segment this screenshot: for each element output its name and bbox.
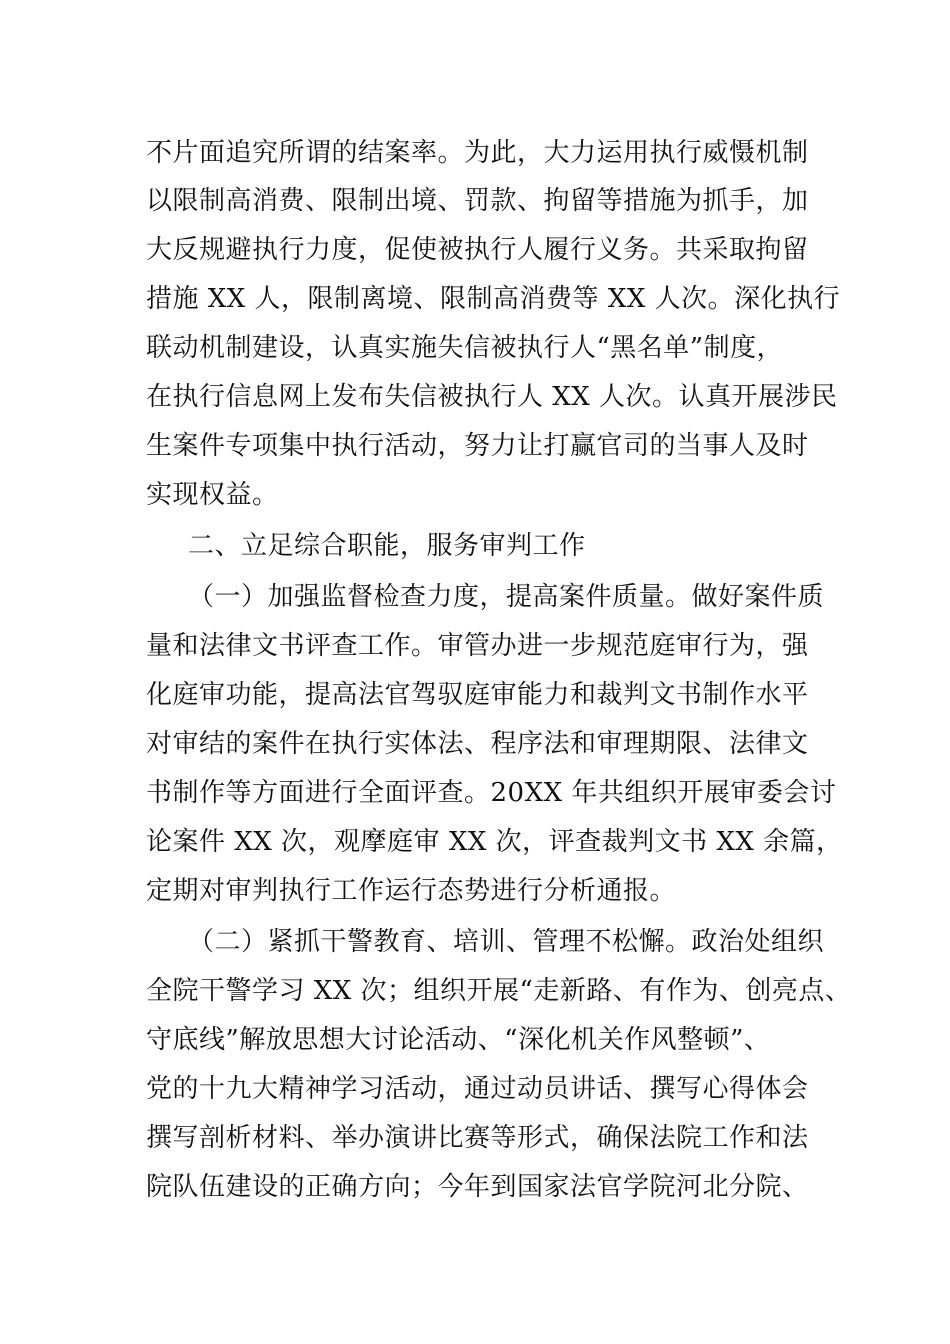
- text-line-17: （二）紧抓干警教育、培训、管理不松懈。政治处组织: [188, 927, 825, 957]
- text-line-5: 联动机制建设，认真实施失信被执行人“黑名单”制度，: [146, 333, 784, 363]
- text-line-2: 以限制高消费、限制出境、罚款、拘留等措施为抓手，加: [146, 186, 809, 216]
- text-line-18: 全院干警学习 XX 次；组织开展“走新路、有作为、创亮点、: [146, 976, 852, 1006]
- section-heading: 二、立足综合职能，服务审判工作: [188, 531, 586, 561]
- text-line-12: 化庭审功能，提高法官驾驭庭审能力和裁判文书制作水平: [146, 680, 809, 710]
- text-line-4: 措施 XX 人，限制离境、限制高消费等 XX 人次。深化执行: [146, 284, 841, 314]
- text-line-15: 论案件 XX 次，观摩庭审 XX 次，评查裁判文书 XX 余篇，: [146, 827, 843, 857]
- text-line-22: 院队伍建设的正确方向；今年到国家法官学院河北分院、: [146, 1172, 809, 1202]
- text-line-3: 大反规避执行力度，促使被执行人履行义务。共采取拘留: [146, 235, 809, 265]
- text-line-13: 对审结的案件在执行实体法、程序法和审理期限、法律文: [146, 729, 809, 759]
- text-line-14: 书制作等方面进行全面评查。20XX 年共组织开展审委会讨: [146, 778, 837, 808]
- text-line-10: （一）加强监督检查力度，提高案件质量。做好案件质: [188, 582, 825, 612]
- text-line-1: 不片面追究所谓的结案率。为此，大力运用执行威慑机制: [146, 138, 809, 168]
- text-line-21: 撰写剖析材料、举办演讲比赛等形式，确保法院工作和法: [146, 1123, 809, 1153]
- text-line-19: 守底线”解放思想大讨论活动、“深化机关作风整顿”、: [146, 1025, 771, 1055]
- text-line-20: 党的十九大精神学习活动，通过动员讲话、撰写心得体会: [146, 1074, 809, 1104]
- text-line-7: 生案件专项集中执行活动，努力让打赢官司的当事人及时: [146, 431, 809, 461]
- text-line-11: 量和法律文书评查工作。审管办进一步规范庭审行为，强: [146, 631, 809, 661]
- text-line-16: 定期对审判执行工作运行态势进行分析通报。: [146, 876, 677, 906]
- text-line-6: 在执行信息网上发布失信被执行人 XX 人次。认真开展涉民: [146, 382, 838, 412]
- text-line-8: 实现权益。: [146, 480, 279, 510]
